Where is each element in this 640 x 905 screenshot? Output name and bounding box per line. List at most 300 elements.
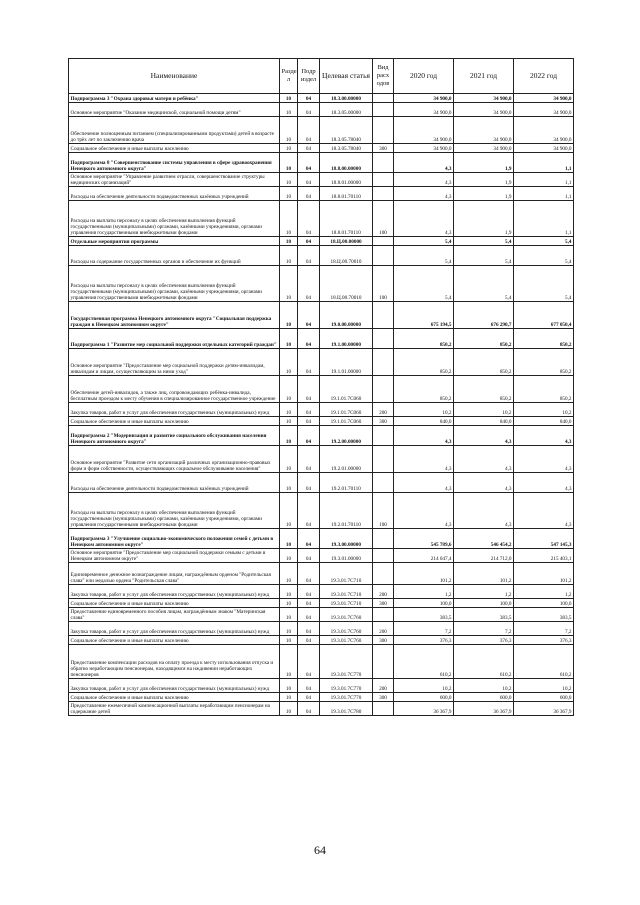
row-razdel-cell: 10 [280,693,298,702]
row-article-cell: 18.3.05.78040 [320,117,373,144]
row-article-cell: 19.3.01.7С760 [320,636,373,645]
row-2021-cell: 34 900,0 [454,94,514,103]
header-razdel: Разде л [280,59,298,94]
row-article-cell: 19.3.01.7С710 [320,599,373,608]
row-2020-cell: 4,3 [394,446,454,473]
row-razdel-cell: 10 [280,622,298,636]
row-name-cell: Подпрограмма 8 "Совершенствование системы управления в сфере здравоохранения Ненецкого автономного округа" [69,153,280,173]
row-2021-cell: 101,2 [454,563,514,585]
row-podrazdel-cell: 04 [298,608,320,622]
row-razdel-cell: 10 [280,117,298,144]
row-article-cell: 19.3.00.00000 [320,529,373,549]
row-2022-cell: 850,2 [514,349,574,376]
row-razdel-cell: 10 [280,376,298,403]
row-2020-cell: 600,0 [394,693,454,702]
table-row [69,417,574,426]
row-2022-cell: 7,2 [514,622,574,636]
row-2020-cell: 4,3 [394,153,454,173]
row-name-cell: Подпрограмма 3 "Охрана здоровья матери и ребёнка" [69,94,280,103]
row-2020-cell: 850,2 [394,329,454,349]
row-vid-cell [373,153,394,173]
table-row [69,608,574,622]
row-2022-cell: 100,0 [514,599,574,608]
header-vid: Вид расх одов [373,59,394,94]
row-vid-cell: 200 [373,585,394,599]
row-podrazdel-cell: 04 [298,103,320,117]
row-vid-cell: 200 [373,622,394,636]
row-2020-cell: 214 047,4 [394,549,454,563]
table-row [69,302,574,329]
table-row [69,563,574,585]
row-vid-cell [373,426,394,446]
row-2021-cell: 4,3 [454,473,514,493]
row-2022-cell: 677 050,4 [514,302,574,329]
table-row [69,103,574,117]
row-2020-cell: 36 367,9 [394,702,454,716]
row-article-cell: 19.3.01.7С770 [320,693,373,702]
table-row [69,153,574,173]
row-2022-cell: 840,0 [514,417,574,426]
row-2022-cell: 10,2 [514,679,574,693]
row-razdel-cell: 10 [280,329,298,349]
row-2022-cell: 34 900,0 [514,94,574,103]
row-2021-cell: 4,3 [454,426,514,446]
row-name-cell: Расходы на обеспечение деятельности подведомственных казённых учреждений [69,473,280,493]
row-2021-cell: 546 454,2 [454,529,514,549]
row-2021-cell: 36 367,9 [454,702,514,716]
row-podrazdel-cell: 04 [298,585,320,599]
row-razdel-cell: 10 [280,529,298,549]
row-name-cell: Обеспечение полноценным питанием (специализированными продуктами) детей в возрасте до трёх лет по заключению врача [69,117,280,144]
row-2020-cell: 840,0 [394,417,454,426]
row-name-cell: Расходы на содержание государственных органов и обеспечение их функций [69,246,280,266]
row-2021-cell: 5,4 [454,237,514,246]
row-article-cell: 19.3.01.00000 [320,549,373,563]
row-article-cell: 19.3.01.7С710 [320,563,373,585]
row-2020-cell: 1,2 [394,585,454,599]
row-razdel-cell: 10 [280,302,298,329]
header-2022: 2022 год [514,59,574,94]
row-article-cell: 19.1.01.7С060 [320,376,373,403]
row-razdel-cell: 10 [280,645,298,679]
row-2020-cell: 383,5 [394,608,454,622]
row-razdel-cell: 10 [280,144,298,153]
row-razdel-cell: 10 [280,94,298,103]
row-2021-cell: 383,5 [454,608,514,622]
row-vid-cell [373,103,394,117]
row-podrazdel-cell: 04 [298,266,320,302]
table-row [69,349,574,376]
row-2021-cell: 34 900,0 [454,144,514,153]
table-row [69,636,574,645]
row-vid-cell: 100 [373,201,394,237]
row-2021-cell: 10,2 [454,679,514,693]
row-podrazdel-cell: 04 [298,329,320,349]
row-razdel-cell: 10 [280,403,298,417]
row-article-cell: 19.1.01.7С060 [320,403,373,417]
row-razdel-cell: 10 [280,426,298,446]
row-2020-cell: 4,3 [394,173,454,187]
table-row [69,693,574,702]
row-2020-cell: 5,4 [394,266,454,302]
row-article-cell: 19.3.01.7С780 [320,702,373,716]
row-article-cell: 18.8.00.00000 [320,153,373,173]
header-2020: 2020 год [394,59,454,94]
row-article-cell: 19.3.01.7С770 [320,645,373,679]
row-2020-cell: 101,2 [394,563,454,585]
row-2022-cell: 10,2 [514,403,574,417]
row-2020-cell: 850,2 [394,376,454,403]
row-podrazdel-cell: 04 [298,349,320,376]
row-podrazdel-cell: 04 [298,187,320,201]
row-2022-cell: 215 403,1 [514,549,574,563]
row-name-cell: Социальное обеспечение и иные выплаты населению [69,417,280,426]
row-2020-cell: 10,2 [394,403,454,417]
table-row [69,529,574,549]
row-vid-cell: 300 [373,693,394,702]
row-name-cell: Закупка товаров, работ и услуг для обеспечения государственных (муниципальных) нужд [69,585,280,599]
row-podrazdel-cell: 04 [298,173,320,187]
row-article-cell: 19.2.01.00000 [320,446,373,473]
row-2020-cell: 7,2 [394,622,454,636]
row-razdel-cell: 10 [280,446,298,473]
row-razdel-cell: 10 [280,237,298,246]
table-row [69,679,574,693]
row-razdel-cell: 10 [280,187,298,201]
header-2021: 2021 год [454,59,514,94]
row-2022-cell: 850,2 [514,329,574,349]
row-article-cell: 18.8.01.00000 [320,173,373,187]
row-podrazdel-cell: 04 [298,302,320,329]
table-row [69,94,574,103]
row-name-cell: Подпрограмма 3 "Улучшение социально-экономического положения семей с детьми в Ненецком автономном округе" [69,529,280,549]
row-2022-cell: 4,3 [514,446,574,473]
row-2020-cell: 545 789,6 [394,529,454,549]
row-name-cell: Основное мероприятие "Оказание медицинской, социальной помощи детям" [69,103,280,117]
table-row [69,702,574,716]
row-2021-cell: 850,2 [454,329,514,349]
row-razdel-cell: 10 [280,702,298,716]
row-name-cell: Подпрограмма 2 "Модернизация и развитие социального обслуживания населения Ненецкого автономного округа" [69,426,280,446]
row-2021-cell: 10,2 [454,403,514,417]
row-2022-cell: 376,3 [514,636,574,645]
row-razdel-cell: 10 [280,599,298,608]
row-article-cell: 19.2.00.00000 [320,426,373,446]
row-vid-cell [373,446,394,473]
table-row [69,446,574,473]
row-name-cell: Расходы на выплаты персоналу в целях обеспечения выполнения функций государственными (муниципальными) органами, казёнными учреждениями, органами управления государственными внебюджетными фондами [69,266,280,302]
row-article-cell: 19.3.01.7С770 [320,679,373,693]
row-podrazdel-cell: 04 [298,702,320,716]
row-2020-cell: 5,4 [394,237,454,246]
row-vid-cell [373,237,394,246]
row-razdel-cell: 10 [280,608,298,622]
row-2021-cell: 376,3 [454,636,514,645]
row-name-cell: Социальное обеспечение и иные выплаты населению [69,636,280,645]
row-vid-cell [373,187,394,201]
row-2021-cell: 1,9 [454,153,514,173]
row-podrazdel-cell: 04 [298,201,320,237]
row-name-cell: Закупка товаров, работ и услуг для обеспечения государственных (муниципальных) нужд [69,622,280,636]
row-podrazdel-cell: 04 [298,426,320,446]
row-2020-cell: 34 900,0 [394,117,454,144]
row-podrazdel-cell: 04 [298,645,320,679]
row-name-cell: Расходы на обеспечение деятельности подведомственных казённых учреждений [69,187,280,201]
row-name-cell: Расходы на выплаты персоналу в целях обеспечения выполнения функций государственными (муниципальными) органами, казёнными учреждениями, органами управления государственными внебюджетными фондами [69,493,280,529]
row-razdel-cell: 10 [280,173,298,187]
row-podrazdel-cell: 04 [298,693,320,702]
row-name-cell: Социальное обеспечение и иные выплаты населению [69,599,280,608]
row-vid-cell [373,549,394,563]
row-2022-cell: 4,3 [514,493,574,529]
row-2022-cell: 34 900,0 [514,117,574,144]
row-podrazdel-cell: 04 [298,237,320,246]
row-podrazdel-cell: 04 [298,117,320,144]
row-2022-cell: 1,1 [514,187,574,201]
row-vid-cell [373,246,394,266]
row-podrazdel-cell: 04 [298,446,320,473]
row-article-cell: 18.Ц.00.70010 [320,266,373,302]
row-vid-cell: 300 [373,144,394,153]
row-2021-cell: 7,2 [454,622,514,636]
row-vid-cell [373,473,394,493]
row-2020-cell: 850,2 [394,349,454,376]
row-razdel-cell: 10 [280,636,298,645]
row-2022-cell: 5,4 [514,237,574,246]
row-2021-cell: 4,3 [454,446,514,473]
row-vid-cell [373,563,394,585]
row-2022-cell: 383,5 [514,608,574,622]
row-name-cell: Обеспечение детей-инвалидов, а также лиц, сопровождающих ребёнка-инвалида, бесплатным проездом к месту обучения в специализированное государственное учреждение [69,376,280,403]
row-2021-cell: 5,4 [454,246,514,266]
row-vid-cell [373,329,394,349]
row-razdel-cell: 10 [280,103,298,117]
row-article-cell: 18.3.05.78040 [320,144,373,153]
row-podrazdel-cell: 04 [298,246,320,266]
header-name: Наименование [69,59,280,94]
row-2022-cell: 1,1 [514,173,574,187]
table-row [69,117,574,144]
row-razdel-cell: 10 [280,201,298,237]
row-name-cell: Основное мероприятие "Предоставление мер социальной поддержки детям-инвалидам, инвалидам и лицам, осуществляющим за ними уход" [69,349,280,376]
table-row [69,201,574,237]
row-name-cell: Подпрограмма 1 "Развитие мер социальной поддержки отдельных категорий граждан" [69,329,280,349]
row-2021-cell: 1,9 [454,187,514,201]
row-article-cell: 19.2.01.70110 [320,473,373,493]
row-vid-cell [373,529,394,549]
row-podrazdel-cell: 04 [298,417,320,426]
table-row [69,403,574,417]
budget-table [68,58,574,716]
row-vid-cell [373,94,394,103]
row-podrazdel-cell: 04 [298,144,320,153]
row-podrazdel-cell: 04 [298,493,320,529]
row-article-cell: 19.0.00.00000 [320,302,373,329]
page-number: 64 [314,843,326,857]
row-vid-cell: 200 [373,403,394,417]
row-2022-cell: 547 145,3 [514,529,574,549]
row-article-cell: 19.3.01.7С710 [320,585,373,599]
row-vid-cell: 100 [373,266,394,302]
row-article-cell: 18.8.01.70110 [320,187,373,201]
row-vid-cell [373,702,394,716]
row-article-cell: 18.3.05.00000 [320,103,373,117]
row-name-cell: Предоставление компенсации расходов на оплату проезда к месту использования отпуска и обратно неработающим пенсионерам, находящимся на иждивении неработающих пенсионеров [69,645,280,679]
row-razdel-cell: 10 [280,679,298,693]
row-razdel-cell: 10 [280,417,298,426]
row-name-cell: Основное мероприятие "Предоставление мер социальной поддержки семьям с детьми в Ненецком автономном округе" [69,549,280,563]
row-vid-cell: 300 [373,636,394,645]
table-row [69,645,574,679]
table-row [69,493,574,529]
table-row [69,473,574,493]
table-row [69,426,574,446]
row-podrazdel-cell: 04 [298,94,320,103]
row-podrazdel-cell: 04 [298,622,320,636]
row-2022-cell: 610,2 [514,645,574,679]
row-article-cell: 19.2.01.70110 [320,493,373,529]
row-podrazdel-cell: 04 [298,636,320,645]
table-row [69,599,574,608]
row-vid-cell [373,376,394,403]
table-row [69,144,574,153]
table-row [69,173,574,187]
table-row [69,549,574,563]
row-article-cell: 19.1.00.00000 [320,329,373,349]
row-2021-cell: 600,0 [454,693,514,702]
row-podrazdel-cell: 04 [298,599,320,608]
row-article-cell: 18.Ц.00.70010 [320,246,373,266]
row-razdel-cell: 10 [280,493,298,529]
row-name-cell: Социальное обеспечение и иные выплаты населению [69,693,280,702]
table-row [69,237,574,246]
row-2020-cell: 10,2 [394,679,454,693]
table-row [69,187,574,201]
row-article-cell: 18.3.00.00000 [320,94,373,103]
row-podrazdel-cell: 04 [298,376,320,403]
row-vid-cell [373,645,394,679]
row-2021-cell: 850,2 [454,376,514,403]
row-article-cell: 19.3.01.7С760 [320,608,373,622]
row-2020-cell: 34 900,0 [394,103,454,117]
row-2021-cell: 840,0 [454,417,514,426]
row-podrazdel-cell: 04 [298,403,320,417]
row-razdel-cell: 10 [280,473,298,493]
row-2022-cell: 1,2 [514,585,574,599]
row-article-cell: 19.3.01.7С760 [320,622,373,636]
row-2020-cell: 675 194,5 [394,302,454,329]
row-2020-cell: 4,3 [394,473,454,493]
row-name-cell: Предоставление ежемесячной компенсационной выплаты неработающим пенсионерам на содержание детей [69,702,280,716]
row-2022-cell: 1,1 [514,153,574,173]
row-name-cell: Предоставление единовременного пособия лицам, награждённым знаком "Материнская слава" [69,608,280,622]
row-razdel-cell: 10 [280,349,298,376]
row-vid-cell [373,117,394,144]
row-razdel-cell: 10 [280,549,298,563]
row-podrazdel-cell: 04 [298,563,320,585]
table-row [69,585,574,599]
row-vid-cell [373,608,394,622]
row-name-cell: Единовременное денежное вознаграждение лицам, награждённым орденом "Родительская слава" или медалью ордена "Родительская слава" [69,563,280,585]
row-podrazdel-cell: 04 [298,153,320,173]
row-vid-cell: 200 [373,679,394,693]
budget-table-page [68,58,573,716]
row-2022-cell: 36 367,9 [514,702,574,716]
row-2020-cell: 4,3 [394,201,454,237]
table-row [69,246,574,266]
row-2021-cell: 676 290,7 [454,302,514,329]
row-name-cell: Основное мероприятие "Управление развитием отрасли, совершенствование структуры медицинских организаций" [69,173,280,187]
table-row [69,622,574,636]
row-podrazdel-cell: 04 [298,473,320,493]
row-2021-cell: 100,0 [454,599,514,608]
row-2020-cell: 5,4 [394,246,454,266]
row-name-cell: Социальное обеспечение и иные выплаты населению [69,144,280,153]
row-podrazdel-cell: 04 [298,679,320,693]
row-2021-cell: 610,2 [454,645,514,679]
table-row [69,329,574,349]
row-vid-cell [373,173,394,187]
row-2022-cell: 101,2 [514,563,574,585]
row-vid-cell [373,349,394,376]
table-row [69,266,574,302]
row-2022-cell: 34 900,0 [514,144,574,153]
row-article-cell: 18.Ц.00.00000 [320,237,373,246]
row-name-cell: Отдельные мероприятия программы [69,237,280,246]
row-2021-cell: 4,3 [454,493,514,529]
row-article-cell: 19.1.01.00000 [320,349,373,376]
row-2022-cell: 5,4 [514,246,574,266]
row-name-cell: Расходы на выплаты персоналу в целях обеспечения выполнения функций государственными (муниципальными) органами, казёнными учреждениями, органами управления государственными внебюджетными фондами [69,201,280,237]
row-podrazdel-cell: 04 [298,529,320,549]
row-vid-cell: 300 [373,417,394,426]
row-2022-cell: 4,3 [514,426,574,446]
row-2022-cell: 1,1 [514,201,574,237]
row-2021-cell: 850,2 [454,349,514,376]
row-2021-cell: 34 900,0 [454,103,514,117]
row-name-cell: Закупка товаров, работ и услуг для обеспечения государственных (муниципальных) нужд [69,403,280,417]
row-vid-cell: 100 [373,493,394,529]
row-2021-cell: 1,2 [454,585,514,599]
row-2021-cell: 214 712,0 [454,549,514,563]
row-razdel-cell: 10 [280,585,298,599]
row-razdel-cell: 10 [280,153,298,173]
row-razdel-cell: 10 [280,266,298,302]
row-article-cell: 18.8.01.70110 [320,201,373,237]
row-article-cell: 19.1.01.7С060 [320,417,373,426]
row-2021-cell: 1,9 [454,201,514,237]
row-razdel-cell: 10 [280,563,298,585]
row-name-cell: Закупка товаров, работ и услуг для обеспечения государственных (муниципальных) нужд [69,679,280,693]
row-2022-cell: 4,3 [514,473,574,493]
row-vid-cell: 300 [373,599,394,608]
row-2022-cell: 5,4 [514,266,574,302]
table-body [69,94,574,716]
row-2020-cell: 610,2 [394,645,454,679]
row-razdel-cell: 10 [280,246,298,266]
row-2020-cell: 4,3 [394,187,454,201]
table-header-row [69,59,574,94]
row-2022-cell: 34 900,0 [514,103,574,117]
row-2020-cell: 376,3 [394,636,454,645]
header-podrazdel: Подр издел [298,59,320,94]
row-podrazdel-cell: 04 [298,549,320,563]
row-2022-cell: 600,0 [514,693,574,702]
header-article: Целевая статья [320,59,373,94]
row-2020-cell: 34 900,0 [394,94,454,103]
row-2022-cell: 850,2 [514,376,574,403]
row-2021-cell: 5,4 [454,266,514,302]
